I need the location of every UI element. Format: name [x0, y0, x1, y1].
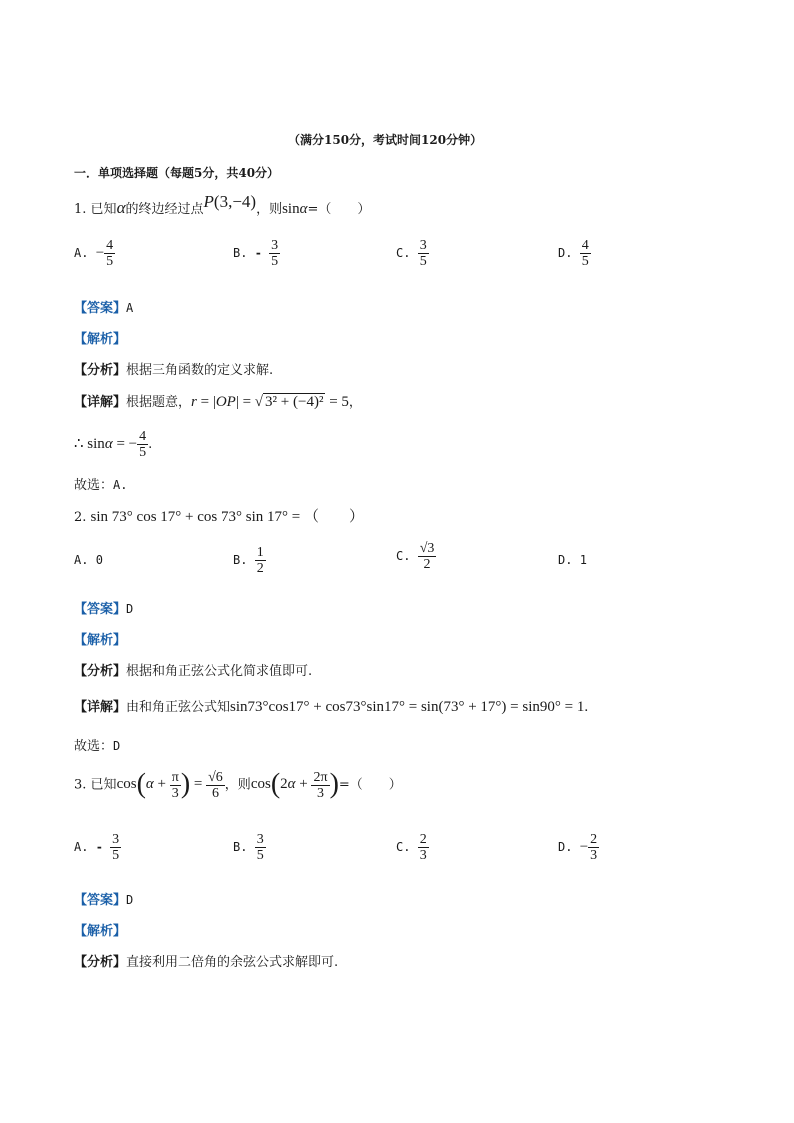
- q1-answer: 【答案】A: [74, 301, 134, 316]
- q2-analysis-label: 【解析】: [74, 633, 127, 648]
- point-p: P: [203, 192, 214, 211]
- q3-option-c[interactable]: C. $\frac{2}{3}$: [396, 832, 427, 863]
- q2-fenxi: 【分析】根据和角正弦公式化简求值即可.: [74, 664, 313, 679]
- question-1-text-c: ，则: [256, 202, 283, 217]
- q1-option-b-fraction: $\frac{3}{5}$: [271, 238, 279, 269]
- alpha-symbol: α: [116, 198, 126, 217]
- q1-fenxi: 【分析】根据三角函数的定义求解.: [74, 363, 274, 378]
- q3-option-c-fraction: $\frac{2}{3}$: [419, 832, 427, 863]
- q3-option-b[interactable]: B. $\frac{3}{5}$: [233, 832, 264, 863]
- q1-option-d-fraction: $\frac{4}{5}$: [581, 238, 589, 269]
- q1-xiangjie: 【详解】根据题意，r = |OP| = √ 3² + (−4)² = 5，: [74, 394, 362, 410]
- q3-answer: 【答案】D: [74, 893, 134, 908]
- q2-xiangjie: 【详解】由和角正弦公式知sin73°cos17° + cos73°sin17° = sin(73° + 17°) = sin90° = 1.: [74, 699, 589, 715]
- question-1-text-b: 的终边经过点: [125, 202, 204, 217]
- question-1-text-a: 已知: [90, 202, 117, 217]
- q2-choose: 故选：D: [74, 739, 121, 754]
- question-1-number: 1.: [74, 202, 87, 217]
- q2-option-c-fraction: $\frac{√3}{2}$: [419, 541, 435, 572]
- q3-target: cos(2α + $\frac{2\pi}{3}$ ): [250, 769, 339, 801]
- question-3: 3. 已知cos(α + $\frac{\pi}{3}$ ) = $\frac{√6}{6}$ ，则cos(2α + $\frac{2\pi}{3}$ )=（ ）: [74, 769, 402, 801]
- q2-option-a[interactable]: A. 0: [74, 553, 103, 567]
- q1-option-b[interactable]: B. - $\frac{3}{5}$: [233, 238, 279, 269]
- q2-option-b-fraction: $\frac{1}{2}$: [256, 545, 264, 576]
- sin-alpha: sinα: [282, 201, 308, 217]
- exam-header: （满分150分，考试时间120分钟）: [288, 133, 483, 147]
- question-1-text-d: =（ ）: [307, 202, 371, 217]
- q1-analysis-label: 【解析】: [74, 332, 127, 347]
- q2-formula: sin73°cos17° + cos73°sin17° = sin(73° + 17°) = sin90° = 1.: [230, 699, 589, 715]
- q1-choose: 故选：A.: [74, 478, 128, 493]
- q3-fenxi: 【分析】直接利用二倍角的余弦公式求解即可.: [74, 955, 339, 970]
- point-p-coords: (3,−4): [213, 192, 257, 211]
- q2-option-c[interactable]: C. $\frac{√3}{2}$: [396, 541, 435, 572]
- question-2-number: 2.: [74, 510, 87, 525]
- question-2: [74, 505, 364, 526]
- q1-option-a-fraction: $\frac{4}{5}$: [106, 238, 114, 269]
- q2-option-d[interactable]: D. 1: [558, 553, 587, 567]
- q3-given: cos(α + $\frac{\pi}{3}$ ) = $\frac{√6}{6}$: [116, 769, 223, 801]
- q3-option-a-fraction: $\frac{3}{5}$: [112, 832, 120, 863]
- q1-option-d[interactable]: D. $\frac{4}{5}$: [558, 238, 589, 269]
- q3-option-d[interactable]: D. − $\frac{2}{3}$: [558, 832, 598, 863]
- question-3-number: 3.: [74, 777, 87, 793]
- question-1: [74, 192, 371, 218]
- q1-option-a[interactable]: A. − $\frac{4}{5}$: [74, 238, 114, 269]
- q3-option-a[interactable]: A. - $\frac{3}{5}$: [74, 832, 120, 863]
- section-title: 一．单项选择题（每题5分，共40分）: [74, 166, 280, 180]
- q2-answer: 【答案】D: [74, 602, 134, 617]
- q3-analysis-label: 【解析】: [74, 924, 127, 939]
- q3-option-b-fraction: $\frac{3}{5}$: [256, 832, 264, 863]
- q3-option-d-fraction: $\frac{2}{3}$: [590, 832, 598, 863]
- q2-option-b[interactable]: B. $\frac{1}{2}$: [233, 545, 264, 576]
- q1-formula: r = |OP| = √ 3² + (−4)² = 5: [191, 394, 349, 410]
- q1-option-c[interactable]: C. $\frac{3}{5}$: [396, 238, 427, 269]
- question-2-expr: sin 73° cos 17° + cos 73° sin 17° = （ ）: [90, 509, 364, 525]
- q1-result: ∴ sinα = − $\frac{4}{5}$ .: [74, 429, 153, 460]
- q1-option-c-fraction: $\frac{3}{5}$: [419, 238, 427, 269]
